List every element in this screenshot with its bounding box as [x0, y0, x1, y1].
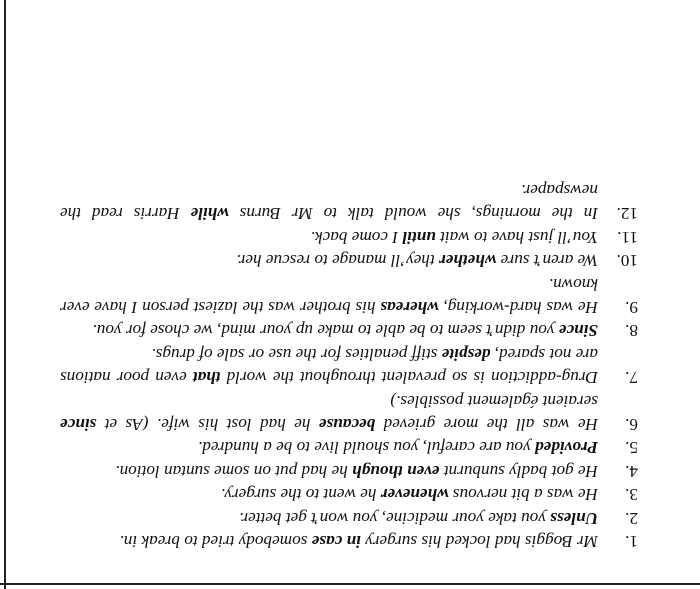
item-text: He got badly sunburnt	[439, 461, 598, 481]
item-keyword: in case	[311, 532, 361, 551]
list-item	[60, 459, 638, 482]
item-keyword: whenever	[380, 485, 449, 505]
item-text: you didn’t seem to be able to make up your mind, we chose for you.	[92, 321, 559, 341]
item-text: seraient également possibles.)	[390, 391, 598, 411]
item-text: somebody tried to break in.	[119, 532, 312, 551]
item-text: you are careful, you should live to be a hundred.	[197, 438, 535, 458]
item-text: Harris read the newspaper.	[60, 180, 598, 224]
list-item	[60, 179, 638, 226]
item-text: He was all the more grieved	[375, 414, 598, 434]
item-number: 12.	[616, 204, 638, 224]
list-item	[60, 225, 638, 248]
item-keyword: whereas	[380, 297, 439, 317]
list-item	[60, 272, 638, 319]
item-keyword: whether	[439, 251, 497, 271]
item-number: 9.	[625, 297, 638, 317]
item-text: He was a bit nervous	[448, 485, 598, 505]
item-text: Drug-addiction is so prevalent throughout the world	[220, 368, 598, 388]
item-number: 6.	[625, 414, 638, 434]
item-keyword: because	[318, 414, 376, 434]
item-keyword: Unless	[550, 508, 598, 528]
item-number: 1.	[625, 532, 638, 551]
item-number: 8.	[625, 321, 638, 341]
item-text: We aren’t sure	[496, 251, 598, 271]
item-keyword: Provided	[534, 438, 598, 458]
item-text: He was hard-working,	[438, 297, 598, 317]
list-item	[60, 249, 638, 272]
item-text: even poor nations are not spared,	[60, 344, 598, 388]
answer-list	[60, 179, 638, 554]
list-item	[60, 389, 638, 436]
item-text: he had lost his wife. (As et	[96, 414, 319, 434]
item-keyword: even though	[352, 461, 440, 481]
item-number: 4.	[625, 461, 638, 481]
item-text: they’ll manage to rescue her.	[236, 251, 439, 271]
item-number: 5.	[625, 438, 638, 458]
item-keyword: while	[190, 204, 229, 224]
item-text: his brother was the laziest person I have ever known.	[60, 274, 598, 317]
item-number: 10.	[616, 251, 638, 271]
item-text: Mr Boggis had locked his surgery	[360, 532, 598, 551]
item-text: In the mornings, she would talk to Mr Burns	[228, 204, 598, 224]
list-item	[60, 530, 638, 553]
item-keyword: Since	[558, 321, 598, 341]
item-keyword-2: since	[60, 414, 97, 434]
item-text: You’ll just have to wait	[435, 227, 598, 247]
item-number: 7.	[625, 368, 638, 388]
list-item	[60, 319, 638, 342]
item-keyword: that	[192, 368, 221, 388]
item-text: stiff penalties for the use or sale of drugs.	[151, 344, 442, 364]
list-item	[60, 483, 638, 506]
item-keyword: until	[402, 227, 436, 247]
item-keyword-2: despite	[441, 344, 491, 364]
item-number: 2.	[625, 508, 638, 528]
item-number: 3.	[625, 485, 638, 505]
item-text: he went to the surgery.	[221, 485, 381, 505]
list-item	[60, 506, 638, 529]
list-item	[60, 342, 638, 389]
item-number: 11.	[617, 227, 638, 247]
item-text: he had put on some suntan lotion.	[115, 461, 353, 481]
list-item	[60, 436, 638, 459]
item-text: I come back.	[310, 227, 403, 247]
item-text: you take your medicine, you won’t get better.	[239, 508, 551, 528]
